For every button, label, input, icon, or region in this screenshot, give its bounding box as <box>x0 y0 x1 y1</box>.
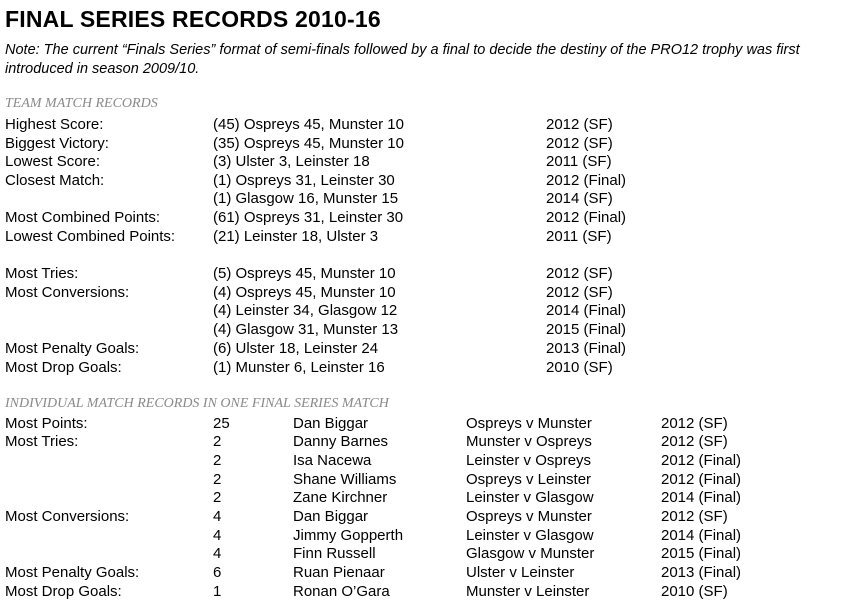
record-label: Closest Match: <box>5 172 105 189</box>
record-year: 2012 (Final) <box>546 172 627 189</box>
record-player: Ronan O’Gara <box>293 583 390 600</box>
record-match: (21) Leinster 18, Ulster 3 <box>213 228 379 245</box>
table-row <box>0 358 842 377</box>
record-match: Ospreys v Munster <box>466 508 592 525</box>
table-row <box>0 470 842 489</box>
record-value: 1 <box>213 583 222 600</box>
table-row <box>0 432 842 451</box>
record-player: Finn Russell <box>293 545 376 562</box>
record-year: 2012 (SF) <box>546 135 613 152</box>
record-year: 2012 (SF) <box>546 284 613 301</box>
record-match: Glasgow v Munster <box>466 545 595 562</box>
record-match: (1) Glasgow 16, Munster 15 <box>213 190 399 207</box>
table-row <box>0 134 842 153</box>
record-player: Isa Nacewa <box>293 452 372 469</box>
record-label: Lowest Combined Points: <box>5 228 176 245</box>
record-value: 25 <box>213 415 230 432</box>
record-year: 2014 (SF) <box>546 190 613 207</box>
table-row <box>0 582 842 601</box>
record-match: (4) Leinster 34, Glasgow 12 <box>213 302 398 319</box>
page-title: FINAL SERIES RECORDS 2010-16 <box>5 6 381 32</box>
record-year: 2012 (Final) <box>546 209 627 226</box>
table-row <box>0 507 842 526</box>
record-label: Lowest Score: <box>5 153 101 170</box>
table-row <box>0 526 842 545</box>
record-player: Jimmy Gopperth <box>293 527 404 544</box>
record-match: (5) Ospreys 45, Munster 10 <box>213 265 396 282</box>
record-year: 2012 (SF) <box>661 415 728 432</box>
table-row <box>0 189 842 208</box>
record-player: Danny Barnes <box>293 433 389 450</box>
record-label: Most Conversions: <box>5 284 130 301</box>
table-row <box>0 283 842 302</box>
individual-records-heading: INDIVIDUAL MATCH RECORDS IN ONE FINAL SERIES MATCH <box>5 396 389 411</box>
table-row <box>0 152 842 171</box>
table-row <box>0 227 842 246</box>
record-player: Dan Biggar <box>293 415 369 432</box>
record-match: (3) Ulster 3, Leinster 18 <box>213 153 370 170</box>
table-row <box>0 171 842 190</box>
record-label: Most Points: <box>5 415 88 432</box>
record-label: Most Tries: <box>5 265 79 282</box>
record-match: Leinster v Glasgow <box>466 489 594 506</box>
record-label: Most Penalty Goals: <box>5 340 140 357</box>
record-player: Shane Williams <box>293 471 397 488</box>
record-match: (1) Munster 6, Leinster 16 <box>213 359 385 376</box>
record-value: 6 <box>213 564 222 581</box>
record-value: 2 <box>213 452 222 469</box>
record-year: 2011 (SF) <box>546 228 612 245</box>
table-row <box>0 115 842 134</box>
record-value: 2 <box>213 433 222 450</box>
record-year: 2014 (Final) <box>661 527 742 544</box>
record-match: Ulster v Leinster <box>466 564 575 581</box>
record-label: Biggest Victory: <box>5 135 109 152</box>
record-value: 4 <box>213 508 222 525</box>
table-row <box>0 339 842 358</box>
record-player: Dan Biggar <box>293 508 369 525</box>
record-match: (35) Ospreys 45, Munster 10 <box>213 135 404 152</box>
team-records-heading: TEAM MATCH RECORDS <box>5 96 158 111</box>
record-year: 2012 (SF) <box>661 433 728 450</box>
record-match: (45) Ospreys 45, Munster 10 <box>213 116 404 133</box>
record-label: Most Drop Goals: <box>5 359 122 376</box>
record-year: 2012 (SF) <box>546 265 613 282</box>
table-row <box>0 264 842 283</box>
record-label: Most Penalty Goals: <box>5 564 140 581</box>
record-year: 2013 (Final) <box>546 340 627 357</box>
record-match: Munster v Ospreys <box>466 433 592 450</box>
record-match: Leinster v Glasgow <box>466 527 594 544</box>
record-label: Highest Score: <box>5 116 104 133</box>
record-match: (61) Ospreys 31, Leinster 30 <box>213 209 404 226</box>
record-year: 2010 (SF) <box>661 583 728 600</box>
table-row <box>0 320 842 339</box>
record-year: 2012 (SF) <box>546 116 613 133</box>
record-player: Zane Kirchner <box>293 489 388 506</box>
table-row <box>0 451 842 470</box>
record-match: (1) Ospreys 31, Leinster 30 <box>213 172 395 189</box>
record-match: (4) Glasgow 31, Munster 13 <box>213 321 399 338</box>
record-year: 2011 (SF) <box>546 153 612 170</box>
table-row <box>0 488 842 507</box>
record-value: 2 <box>213 489 222 506</box>
record-match: Ospreys v Leinster <box>466 471 592 488</box>
table-row <box>0 414 842 433</box>
record-year: 2015 (Final) <box>661 545 742 562</box>
record-match: Ospreys v Munster <box>466 415 592 432</box>
table-row <box>0 301 842 320</box>
record-year: 2012 (Final) <box>661 471 742 488</box>
record-label: Most Drop Goals: <box>5 583 122 600</box>
record-label: Most Tries: <box>5 433 79 450</box>
record-year: 2014 (Final) <box>661 489 742 506</box>
record-label: Most Combined Points: <box>5 209 161 226</box>
table-row <box>0 544 842 563</box>
record-year: 2010 (SF) <box>546 359 613 376</box>
record-year: 2012 (SF) <box>661 508 728 525</box>
record-match: (6) Ulster 18, Leinster 24 <box>213 340 379 357</box>
table-row <box>0 563 842 582</box>
record-value: 4 <box>213 545 222 562</box>
record-value: 4 <box>213 527 222 544</box>
record-match: Leinster v Ospreys <box>466 452 592 469</box>
record-year: 2015 (Final) <box>546 321 627 338</box>
record-match: Munster v Leinster <box>466 583 590 600</box>
record-label: Most Conversions: <box>5 508 130 525</box>
record-match: (4) Ospreys 45, Munster 10 <box>213 284 396 301</box>
record-year: 2013 (Final) <box>661 564 742 581</box>
record-player: Ruan Pienaar <box>293 564 385 581</box>
record-year: 2012 (Final) <box>661 452 742 469</box>
record-year: 2014 (Final) <box>546 302 627 319</box>
intro-note: Note: The current “Finals Series” format of semi-finals followed by a final to decide the destiny of the PRO12 trophy was first introduced in season 2009/10. <box>5 42 800 77</box>
table-row <box>0 208 842 227</box>
record-value: 2 <box>213 471 222 488</box>
